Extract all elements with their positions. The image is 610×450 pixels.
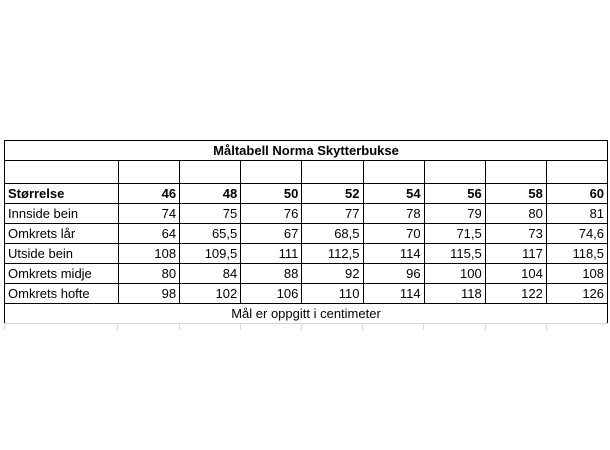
table-cell: 102	[180, 284, 241, 304]
table-title-row	[5, 141, 608, 161]
table-cell: 84	[180, 264, 241, 284]
table-cell: 64	[119, 224, 180, 244]
table-row	[5, 244, 608, 264]
table-row	[5, 284, 608, 304]
table-cell: 78	[363, 204, 424, 224]
table-cell: 109,5	[180, 244, 241, 264]
table-cell: 77	[302, 204, 363, 224]
header-label: Størrelse	[5, 184, 119, 204]
table-cell: 73	[485, 224, 546, 244]
table-row	[5, 204, 608, 224]
table-cell: 115,5	[424, 244, 485, 264]
table-cell: 126	[546, 284, 607, 304]
table-row	[5, 224, 608, 244]
blank-row	[5, 161, 608, 184]
gridline	[423, 324, 484, 330]
sheet-gridlines	[4, 324, 607, 330]
table-cell: 98	[119, 284, 180, 304]
row-label: Omkrets hofte	[5, 284, 119, 304]
gridline	[240, 324, 301, 330]
size-chart-table	[4, 140, 608, 324]
header-row	[5, 184, 608, 204]
table-cell: 110	[302, 284, 363, 304]
size-chart-sheet	[4, 140, 607, 330]
header-size-54: 54	[363, 184, 424, 204]
header-size-52: 52	[302, 184, 363, 204]
table-cell: 122	[485, 284, 546, 304]
table-cell: 117	[485, 244, 546, 264]
header-size-60: 60	[546, 184, 607, 204]
table-cell: 67	[241, 224, 302, 244]
row-label: Omkrets midje	[5, 264, 119, 284]
table-cell: 114	[363, 244, 424, 264]
row-label: Utside bein	[5, 244, 119, 264]
units-note: Mål er oppgitt i centimeter	[5, 304, 608, 324]
table-cell: 96	[363, 264, 424, 284]
gridline	[485, 324, 546, 330]
gridline	[117, 324, 178, 330]
table-cell: 65,5	[180, 224, 241, 244]
table-cell: 118	[424, 284, 485, 304]
header-size-50: 50	[241, 184, 302, 204]
row-label: Innside bein	[5, 204, 119, 224]
table-row	[5, 264, 608, 284]
table-cell: 111	[241, 244, 302, 264]
note-row	[5, 304, 608, 324]
table-cell: 74	[119, 204, 180, 224]
row-label: Omkrets lår	[5, 224, 119, 244]
table-cell: 118,5	[546, 244, 607, 264]
table-cell: 76	[241, 204, 302, 224]
header-size-46: 46	[119, 184, 180, 204]
table-cell: 104	[485, 264, 546, 284]
table-cell: 100	[424, 264, 485, 284]
table-cell: 108	[119, 244, 180, 264]
table-cell: 68,5	[302, 224, 363, 244]
table-cell: 92	[302, 264, 363, 284]
gridline	[546, 324, 607, 330]
table-cell: 80	[119, 264, 180, 284]
table-cell: 79	[424, 204, 485, 224]
table-cell: 88	[241, 264, 302, 284]
header-size-56: 56	[424, 184, 485, 204]
gridline	[301, 324, 362, 330]
table-cell: 108	[546, 264, 607, 284]
table-cell: 80	[485, 204, 546, 224]
table-cell: 106	[241, 284, 302, 304]
gridline	[4, 324, 117, 330]
gridline	[362, 324, 423, 330]
table-cell: 75	[180, 204, 241, 224]
table-cell: 74,6	[546, 224, 607, 244]
table-cell: 112,5	[302, 244, 363, 264]
gridline	[179, 324, 240, 330]
table-cell: 71,5	[424, 224, 485, 244]
table-cell: 81	[546, 204, 607, 224]
table-cell: 70	[363, 224, 424, 244]
header-size-48: 48	[180, 184, 241, 204]
header-size-58: 58	[485, 184, 546, 204]
table-title: Måltabell Norma Skytterbukse	[5, 141, 608, 161]
table-cell: 114	[363, 284, 424, 304]
